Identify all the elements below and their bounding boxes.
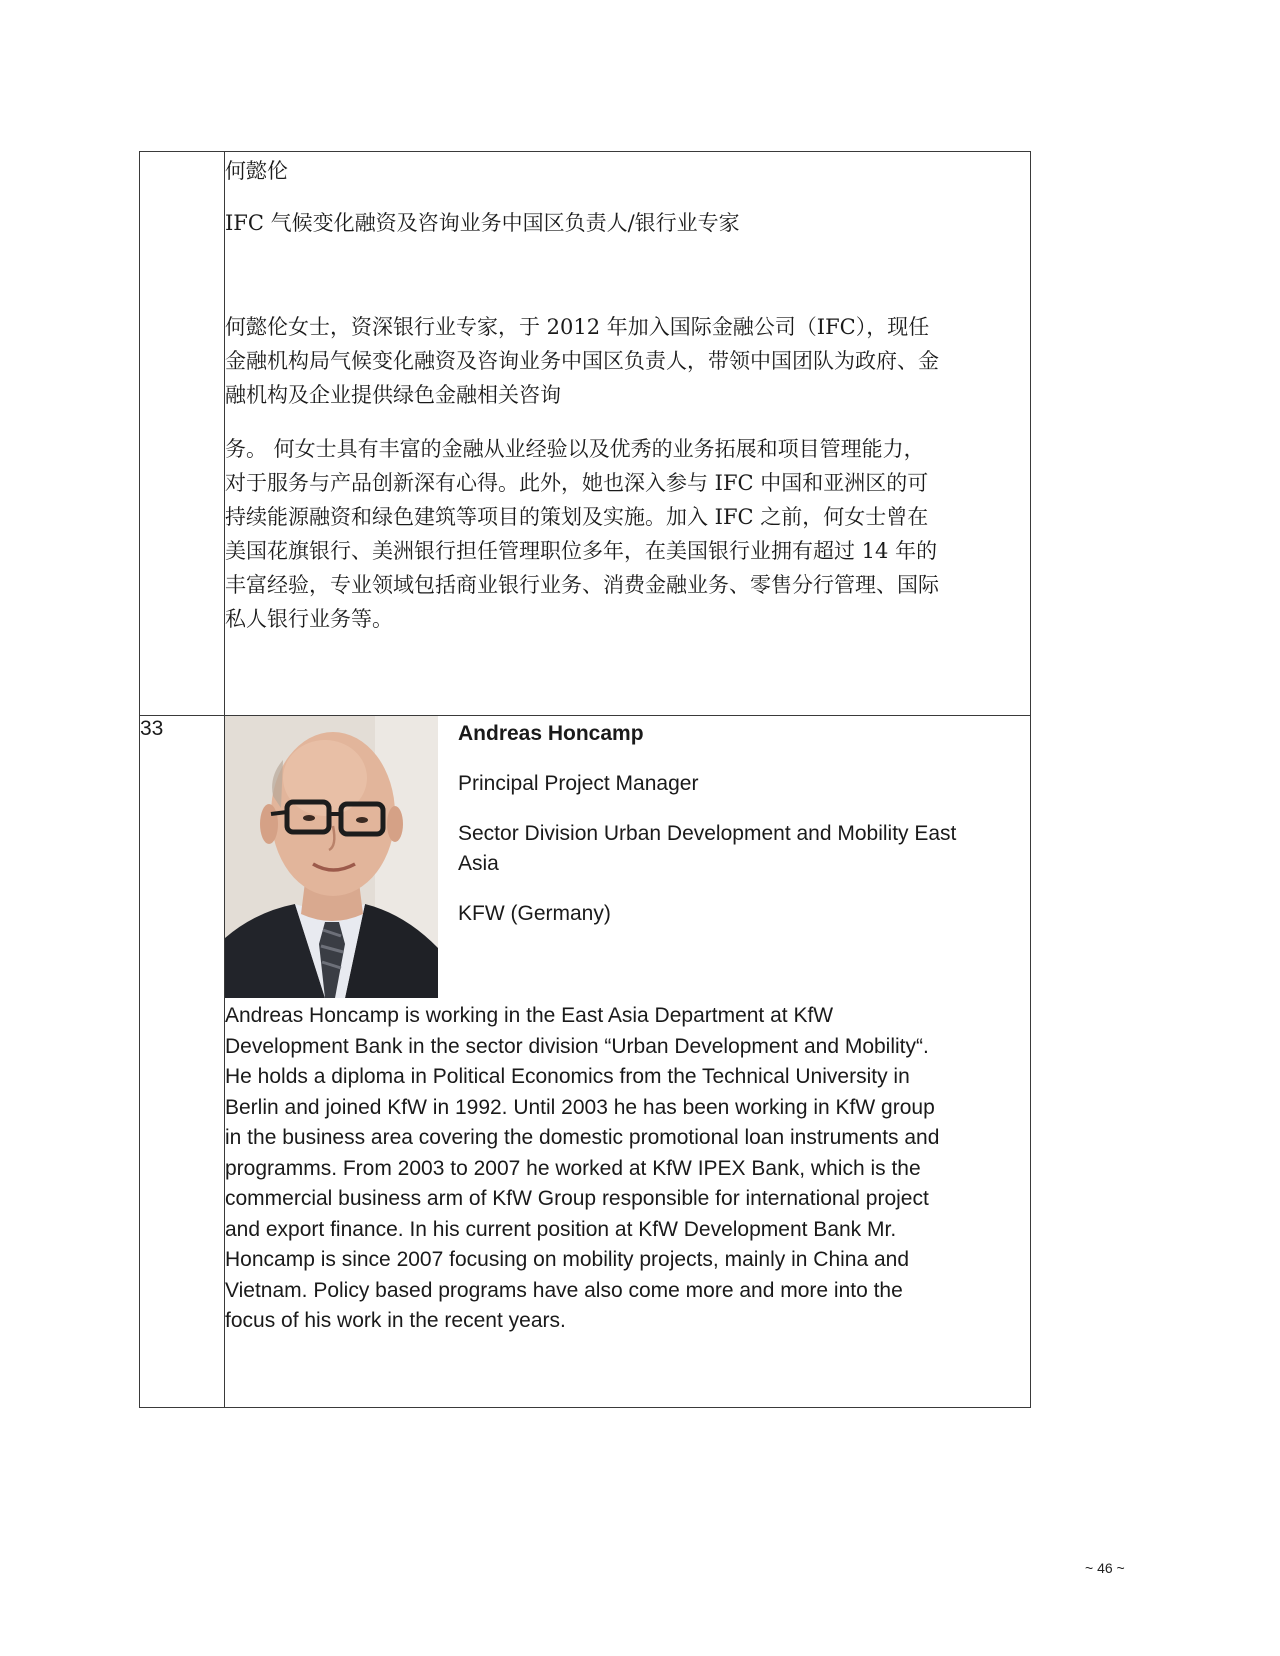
page-number: ~ 46 ~ [1085,1560,1125,1576]
bio-line: in the business area covering the domestic promotional loan instruments and [225,1126,940,1149]
speaker-name: Andreas Honcamp [458,722,644,745]
bio-line: Andreas Honcamp is working in the East Asia Department at KfW [225,1004,834,1027]
bio-line: programms. From 2003 to 2007 he worked at KfW IPEX Bank, which is the [225,1156,921,1180]
row-number: 33 [140,716,225,1408]
bio-line: focus of his work in the recent years. [225,1309,566,1332]
table-row-he [140,152,1031,716]
speaker-bio-paragraph-2 [225,432,1030,636]
bio-line: Berlin and joined KfW in 1992. Until 2003 he has been working in KfW group [225,1095,935,1119]
bio-line: 私人银行业务等。 [225,607,393,631]
speaker-bio-paragraph-1 [225,310,1030,412]
speaker-table [139,151,1031,1408]
speaker-info [438,716,956,998]
bio-line: Development Bank in the sector division “Urban Development and Mobility“. [225,1034,929,1058]
bio-line: He holds a diploma in Political Economics from the Technical University in [225,1065,910,1088]
bio-line: Vietnam. Policy based programs have also come more and more into the [225,1278,903,1302]
speaker-photo [225,716,438,998]
bio-line: 务。 何女士具有丰富的金融从业经验以及优秀的业务拓展和项目管理能力， [225,437,925,461]
bio-line: 持续能源融资和绿色建筑等项目的策划及实施。加入 IFC 之前，何女士曾在 [225,505,929,529]
speaker-role: Principal Project Manager [458,772,699,795]
speaker-name: 何懿伦 [225,159,288,183]
bio-line: Honcamp is since 2007 focusing on mobility projects, mainly in China and [225,1248,910,1271]
division-line: Asia [458,852,499,875]
speaker-cell-honcamp [225,716,1031,1408]
bio-line: and export finance. In his current position at KfW Development Bank Mr. [225,1217,897,1241]
bio-line: 美国花旗银行、美洲银行担任管理职位多年，在美国银行业拥有超过 14 年的 [225,539,938,563]
portrait-image [225,716,438,998]
row-number-cell-empty [140,152,225,716]
bio-line: 对于服务与产品创新深有心得。此外，她也深入参与 IFC 中国和亚洲区的可 [225,471,929,495]
speaker-cell-he [225,152,1031,716]
speaker-division [458,819,956,879]
speaker-bio [225,1001,1030,1337]
bio-line: 丰富经验，专业领域包括商业银行业务、消费金融业务、零售分行管理、国际 [225,573,939,597]
table-row-33 [140,716,1031,1408]
bio-line: commercial business arm of KfW Group responsible for international project [225,1187,929,1210]
bio-line: 融机构及企业提供绿色金融相关咨询 [225,383,561,407]
speaker-title: IFC 气候变化融资及咨询业务中国区负责人/银行业专家 [225,211,740,235]
speaker-header [225,716,1030,998]
division-line: Sector Division Urban Development and Mobility East [458,822,957,845]
bio-line: 金融机构局气候变化融资及咨询业务中国区负责人，带领中国团队为政府、金 [225,349,939,373]
bio-line: 何懿伦女士，资深银行业专家，于 2012 年加入国际金融公司（IFC），现任 [225,315,930,339]
speaker-organization: KFW (Germany) [458,902,611,925]
